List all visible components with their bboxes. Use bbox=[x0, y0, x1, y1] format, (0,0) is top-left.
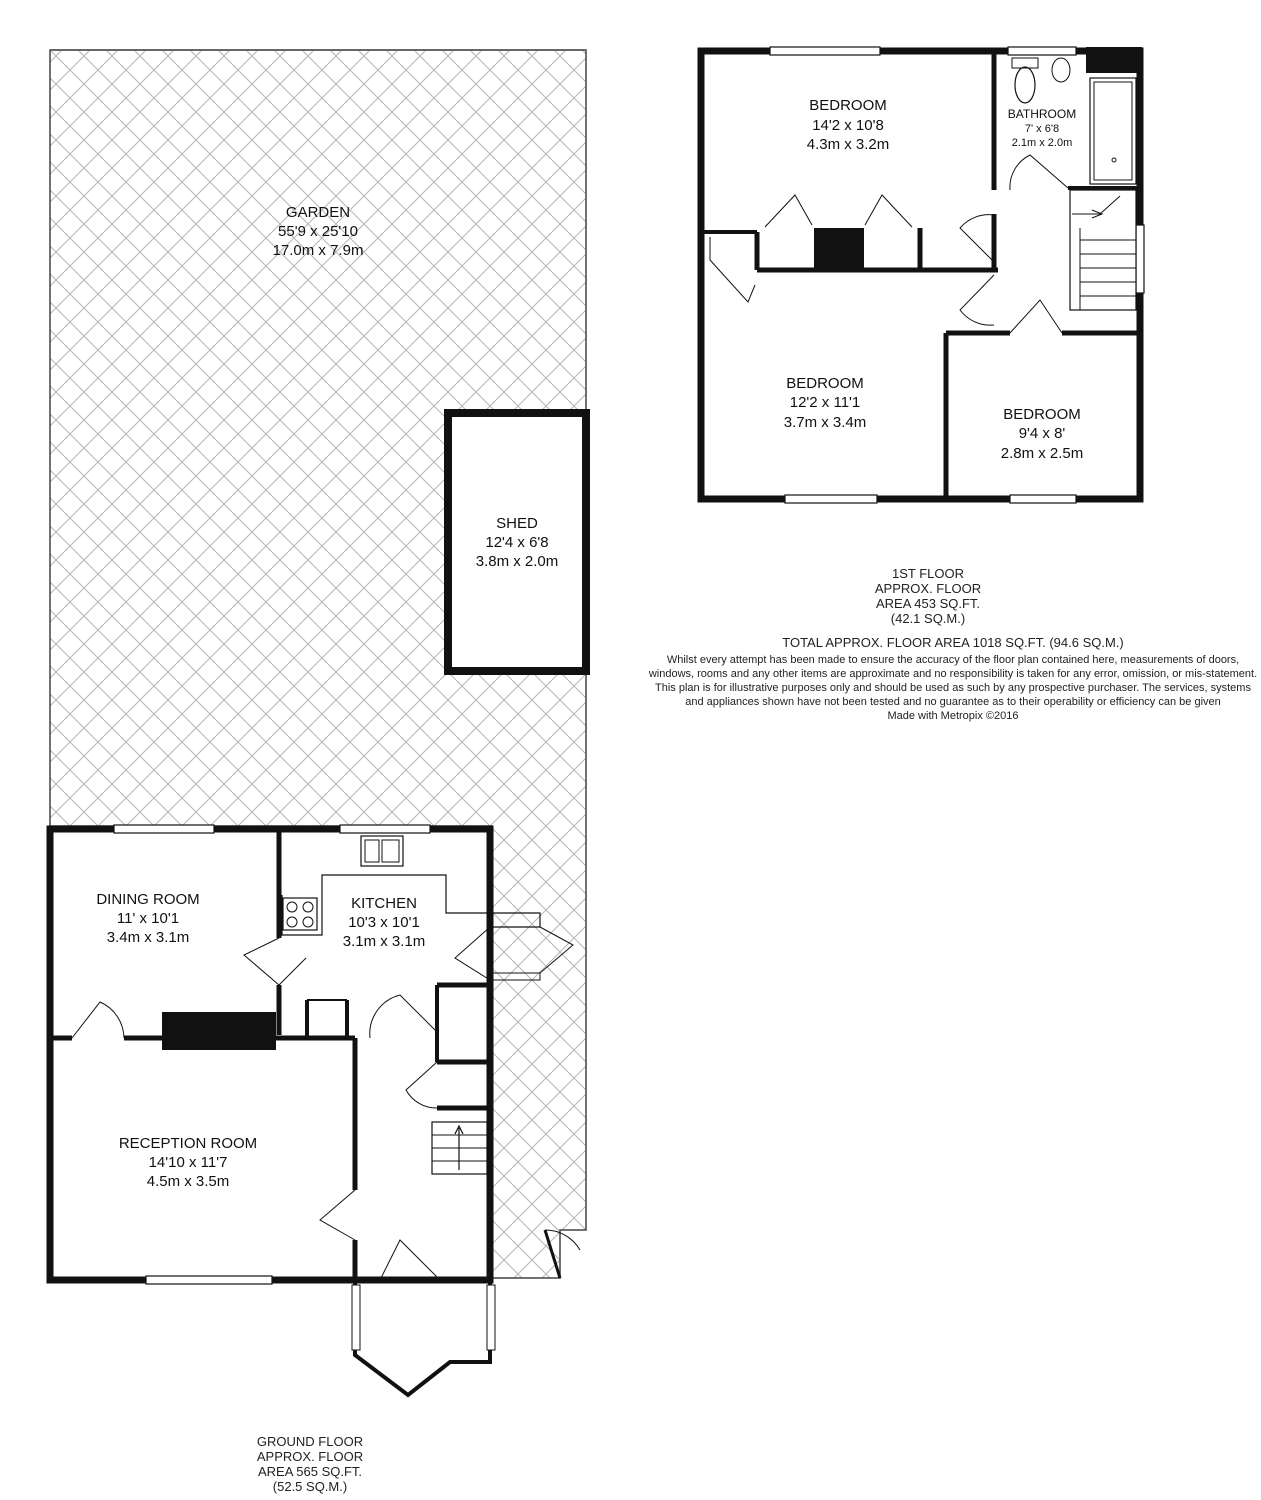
garden-imperial: 55'9 x 25'10 bbox=[278, 223, 358, 240]
dining-room-name: DINING ROOM bbox=[96, 891, 200, 908]
bedroom-3-metric: 2.8m x 2.5m bbox=[1000, 445, 1084, 462]
first-floor-caption-line: APPROX. FLOOR bbox=[874, 581, 982, 596]
kitchen-imperial: 10'3 x 10'1 bbox=[348, 914, 420, 931]
ground-floor-caption-line: AREA 565 SQ.FT. bbox=[257, 1464, 363, 1479]
label-garden bbox=[273, 204, 364, 259]
kitchen-name: KITCHEN bbox=[351, 895, 417, 912]
first-floor-caption bbox=[828, 566, 1028, 626]
ground-floor-caption-line: (52.5 SQ.M.) bbox=[272, 1479, 348, 1494]
bedroom-1-imperial: 14'2 x 10'8 bbox=[812, 117, 884, 134]
first-floor-caption-line: AREA 453 SQ.FT. bbox=[875, 596, 981, 611]
shed-imperial: 12'4 x 6'8 bbox=[485, 534, 549, 551]
bedroom-3-imperial: 9'4 x 8' bbox=[1018, 425, 1066, 442]
reception-room-metric: 4.5m x 3.5m bbox=[146, 1173, 230, 1190]
credit-text: Made with Metropix ©2016 bbox=[887, 710, 1019, 722]
first-floor-caption-line: (42.1 SQ.M.) bbox=[890, 611, 966, 626]
disclaimer-text: Whilst every attempt has been made to ensure the accuracy of the floor plan contained here, measurements of doors, windows, rooms and any other items are approximate and no responsibility is taken for any error, omission, or mis-statement. This plan is for illustrative purposes only and should be used as such by any prospective purchaser. The services, systems and appliances shown have not been tested and no guarantee as to their operability or efficiency can be given bbox=[648, 654, 1258, 708]
ground-floor-caption-line: GROUND FLOOR bbox=[256, 1434, 364, 1449]
kitchen-metric: 3.1m x 3.1m bbox=[342, 933, 426, 950]
reception-room-imperial: 14'10 x 11'7 bbox=[148, 1154, 228, 1171]
bedroom-1-metric: 4.3m x 3.2m bbox=[806, 136, 890, 153]
bathroom-imperial: 7' x 6'8 bbox=[1024, 123, 1060, 135]
bathroom-metric: 2.1m x 2.0m bbox=[1011, 137, 1073, 149]
bedroom-1-name: BEDROOM bbox=[809, 97, 887, 114]
shed-metric: 3.8m x 2.0m bbox=[475, 553, 559, 570]
label-bedroom-1 bbox=[807, 97, 890, 153]
shed-name: SHED bbox=[496, 515, 538, 532]
first-floor-caption-line: 1ST FLOOR bbox=[891, 566, 964, 581]
dining-room-imperial: 11' x 10'1 bbox=[116, 910, 180, 927]
bedroom-2-name: BEDROOM bbox=[786, 375, 864, 392]
label-bedroom-2 bbox=[784, 375, 867, 431]
ground-floor-caption bbox=[210, 1434, 410, 1494]
bathroom-name: BATHROOM bbox=[1007, 107, 1077, 121]
bedroom-2-metric: 3.7m x 3.4m bbox=[783, 414, 867, 431]
total-floor-area: TOTAL APPROX. FLOOR AREA 1018 SQ.FT. (94.6 SQ.M.) bbox=[782, 635, 1124, 650]
garden-metric: 17.0m x 7.9m bbox=[272, 242, 364, 259]
ground-floor-caption-line: APPROX. FLOOR bbox=[256, 1449, 364, 1464]
garden-name: GARDEN bbox=[285, 204, 351, 221]
label-kitchen bbox=[343, 895, 426, 950]
bedroom-2-imperial: 12'2 x 11'1 bbox=[789, 394, 861, 411]
reception-room-name: RECEPTION ROOM bbox=[118, 1135, 258, 1152]
dining-room-metric: 3.4m x 3.1m bbox=[106, 929, 190, 946]
plan-notes bbox=[648, 636, 1258, 723]
bedroom-3-name: BEDROOM bbox=[1003, 406, 1081, 423]
first-floor-plan bbox=[701, 47, 1144, 503]
